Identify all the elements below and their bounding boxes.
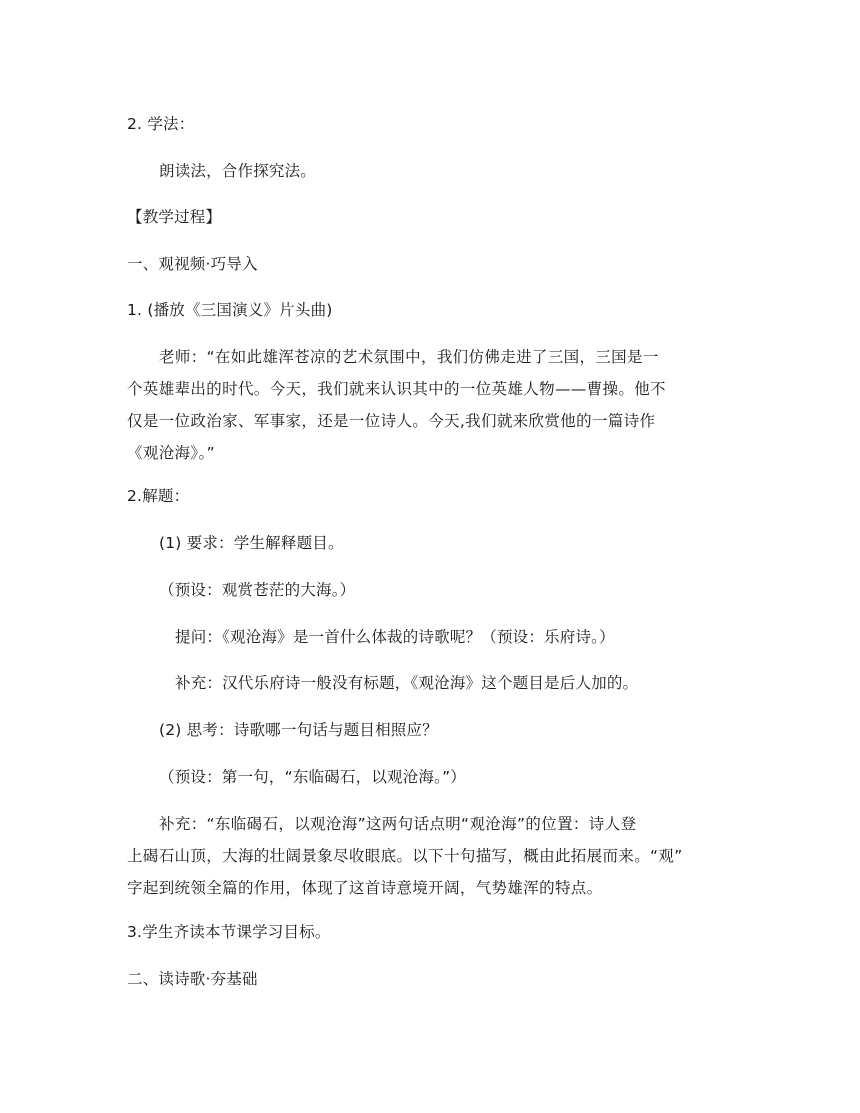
requirement-text: (1) 要求：学生解释题目。	[159, 534, 344, 552]
paragraph-line: 上碣石山顶，大海的壮阔景象尽收眼底。以下十句描写，概由此拓展而来。“观”	[127, 847, 683, 865]
teacher-intro-paragraph	[127, 341, 727, 469]
paragraph-line: 字起到统领全篇的作用，体现了这首诗意境开阔，气势雄浑的特点。	[127, 879, 603, 897]
part-two-heading: 二、读诗歌·夯基础	[127, 970, 258, 988]
paragraph-line: 补充：“东临碣石，以观沧海”这两句话点明“观沧海”的位置：诗人登	[159, 815, 637, 833]
paragraph-line: 个英雄辈出的时代。今天，我们就来认识其中的一位英雄人物——曹操。他不	[127, 380, 666, 398]
part-one-heading: 一、观视频·巧导入	[127, 255, 258, 273]
supplement-paragraph	[127, 808, 727, 904]
teaching-process-heading: 【教学过程】	[127, 208, 222, 226]
paragraph-line: 《观沧海》。”	[127, 444, 215, 462]
preset-answer-1: （预设：观赏苍茫的大海。）	[159, 581, 356, 599]
think-question-text: (2) 思考：诗歌哪一句话与题目相照应？	[159, 721, 438, 739]
question-text: 提问：《观沧海》是一首什么体裁的诗歌呢？（预设：乐府诗。）	[175, 628, 615, 646]
learning-methods-text: 朗读法，合作探究法。	[159, 162, 317, 180]
preset-answer-2: （预设：第一句，“东临碣石，以观沧海。”）	[159, 768, 467, 786]
supplement-text-1: 补充：汉代乐府诗一般没有标题，《观沧海》这个题目是后人加的。	[175, 674, 639, 692]
section-learning-methods-heading: 2. 学法：	[127, 115, 195, 133]
step-3-heading: 3.学生齐读本节课学习目标。	[127, 923, 331, 941]
paragraph-line: 仅是一位政治家、军事家，还是一位诗人。今天,我们就来欣赏他的一篇诗作	[127, 412, 656, 430]
paragraph-line: 老师：“在如此雄浑苍凉的艺术氛围中，我们仿佛走进了三国，三国是一	[159, 348, 659, 366]
step-2-heading: 2.解题：	[127, 487, 190, 505]
step-1-heading: 1. (播放《三国演义》片头曲)	[127, 301, 333, 319]
